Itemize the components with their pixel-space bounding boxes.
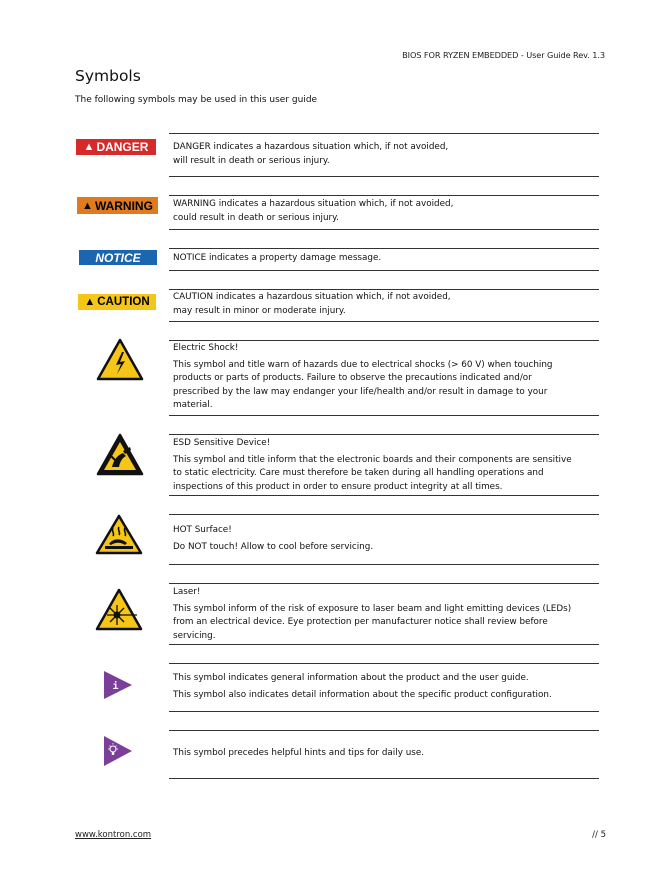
text-line: This symbol and title inform that the electronic boards and their components are sensitive: [173, 454, 572, 465]
warning-triangle-icon: ▲: [84, 296, 96, 308]
entry-title: ESD Sensitive Device!: [173, 438, 271, 448]
text-line: servicing.: [173, 630, 216, 641]
text-line: from an electrical device. Eye protection per manufacturer notice shall review before: [173, 617, 548, 627]
hot-surface-icon: [95, 514, 143, 556]
danger-label: [76, 139, 156, 155]
warning-label-text: WARNING: [94, 198, 153, 213]
entry-title: HOT Surface!: [173, 525, 232, 535]
info-icon: [103, 670, 133, 700]
text-line: This symbol inform of the risk of exposure to laser beam and light emitting devices (LEDs): [173, 603, 572, 614]
text-line: This symbol and title warn of hazards due to electrical shocks (> 60 V) when touching: [173, 359, 553, 370]
divider: [169, 321, 599, 322]
laser-icon: [95, 588, 143, 632]
esd-icon: [96, 433, 144, 477]
text-line: This symbol also indicates detail information about the specific product configuration.: [173, 689, 552, 700]
warning-description: [173, 198, 593, 225]
notice-label-text: NOTICE: [95, 250, 141, 265]
svg-text:i: i: [112, 681, 119, 692]
info-description: [173, 672, 593, 702]
divider: [169, 289, 599, 290]
text-line: material.: [173, 400, 213, 410]
page-title: Symbols: [75, 67, 141, 85]
intro-text: The following symbols may be used in this user guide: [75, 95, 318, 105]
laser-description: [173, 586, 593, 643]
hot-surface-description: [173, 524, 593, 554]
text-line: products or parts of products. Failure to observe the precautions indicated and/or: [173, 373, 532, 383]
text-line: will result in death or serious injury.: [173, 155, 330, 166]
caution-description: [173, 291, 593, 318]
divider: [169, 340, 599, 341]
divider: [169, 730, 599, 731]
text-line: could result in death or serious injury.: [173, 212, 339, 223]
tip-description: [173, 747, 593, 761]
divider: [169, 644, 599, 645]
danger-description: [173, 141, 593, 168]
text-line: prescribed by the law may endanger your life/health and/or result in damage to your: [173, 386, 548, 397]
entry-title: Laser!: [173, 587, 201, 597]
text-line: NOTICE indicates a property damage message.: [173, 253, 382, 263]
text-line: CAUTION indicates a hazardous situation which, if not avoided,: [173, 292, 451, 302]
text-line: Do NOT touch! Allow to cool before servicing.: [173, 541, 374, 552]
divider: [169, 133, 599, 134]
warning-label: [77, 197, 158, 214]
text-line: DANGER indicates a hazardous situation which, if not avoided,: [173, 142, 449, 152]
notice-label: [79, 250, 157, 265]
tip-icon: [103, 735, 133, 767]
divider: [169, 434, 599, 435]
danger-label-text: DANGER: [96, 140, 149, 154]
electric-shock-description: [173, 342, 593, 413]
running-header: BIOS FOR RYZEN EMBEDDED - User Guide Rev. 1.3: [402, 50, 605, 60]
text-line: inspections of this product in order to ensure product integrity at all times.: [173, 481, 503, 492]
divider: [169, 711, 599, 712]
divider: [169, 663, 599, 664]
divider: [169, 195, 599, 196]
divider: [169, 583, 599, 584]
warning-triangle-icon: ▲: [83, 141, 95, 153]
text-line: This symbol indicates general information about the product and the user guide.: [173, 673, 529, 683]
esd-description: [173, 437, 593, 494]
page-number: // 5: [592, 830, 606, 840]
divider: [169, 495, 599, 496]
text-line: may result in minor or moderate injury.: [173, 305, 346, 316]
divider: [169, 270, 599, 271]
caution-label: [78, 294, 156, 310]
divider: [169, 248, 599, 249]
warning-triangle-icon: ▲: [82, 199, 93, 212]
caution-label-text: CAUTION: [97, 296, 150, 308]
text-line: This symbol precedes helpful hints and tips for daily use.: [173, 748, 425, 758]
divider: [169, 415, 599, 416]
divider: [169, 229, 599, 230]
divider: [169, 514, 599, 515]
divider: [169, 176, 599, 177]
notice-description: [173, 252, 593, 266]
electric-shock-icon: [96, 338, 144, 382]
text-line: WARNING indicates a hazardous situation which, if not avoided,: [173, 199, 454, 209]
footer-website-link[interactable]: www.kontron.com: [75, 830, 152, 840]
entry-title: Electric Shock!: [173, 343, 239, 353]
divider: [169, 778, 599, 779]
divider: [169, 564, 599, 565]
text-line: to static electricity. Care must therefore be taken during all handling operations and: [173, 468, 544, 478]
